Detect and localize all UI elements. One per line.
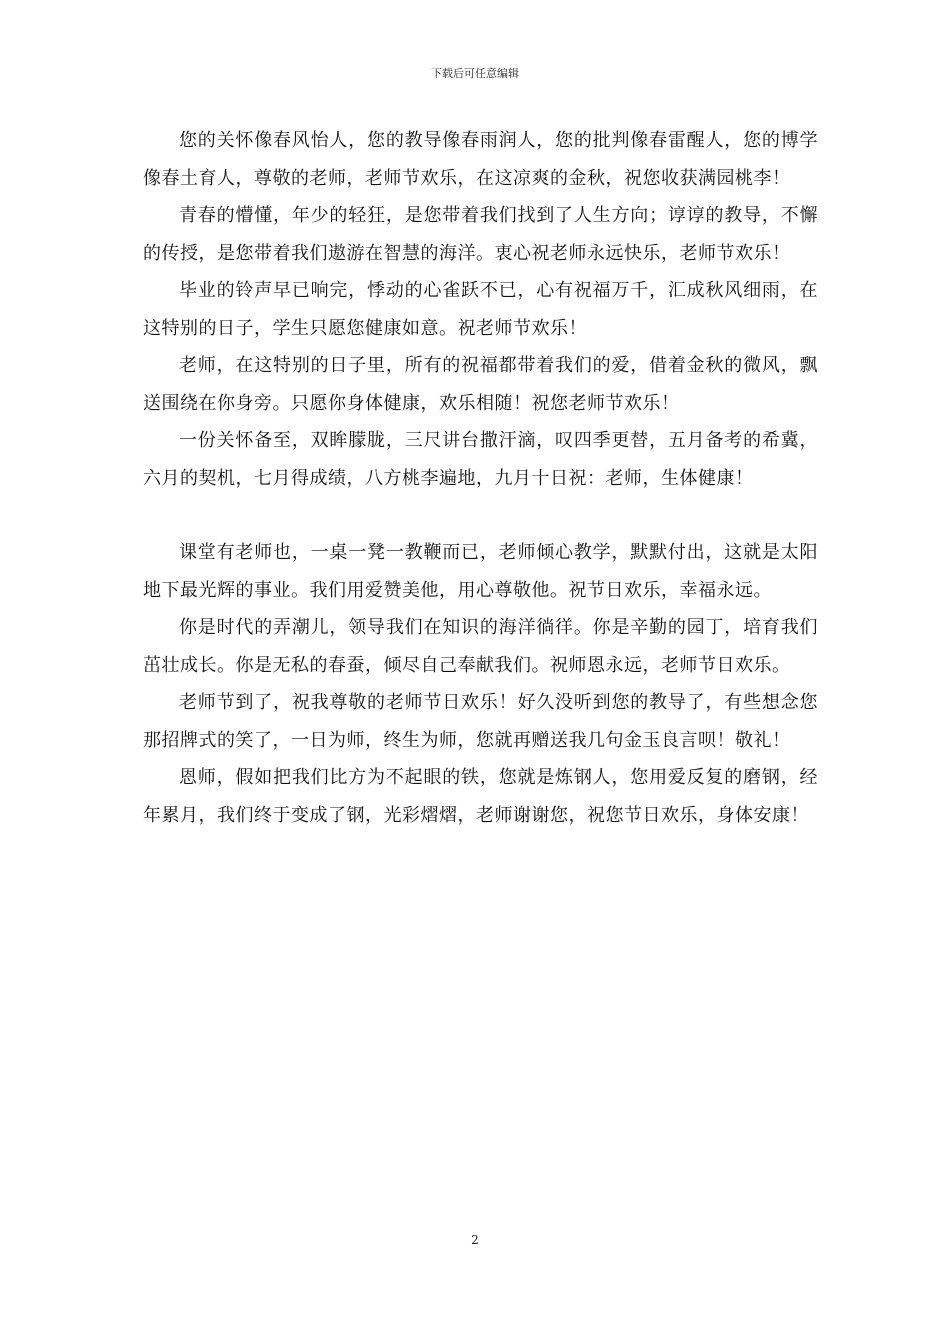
paragraph: 毕业的铃声早已响完，悸动的心雀跃不已，心有祝福万千，汇成秋风细雨，在这特别的日子，学生只愿您健康如意。祝老师节欢乐！	[143, 280, 818, 339]
paragraph: 你是时代的弄潮儿，领导我们在知识的海洋徜徉。你是辛勤的园丁，培育我们茁壮成长。你是无私的春蚕，倾尽自己奉献我们。祝师恩永远，老师节日欢乐。	[143, 617, 818, 676]
document-body	[143, 122, 818, 834]
paragraph: 您的关怀像春风怡人，您的教导像春雨润人，您的批判像春雷醒人，您的博学像春土育人，尊敬的老师，老师节欢乐，在这凉爽的金秋，祝您收获满园桃李！	[143, 130, 818, 189]
paragraph-spacer	[143, 497, 818, 534]
page-header: 下载后可任意编辑	[431, 67, 519, 80]
paragraph: 老师，在这特别的日子里，所有的祝福都带着我们的爱，借着金秋的微风，飘送围绕在你身旁。只愿你身体健康，欢乐相随！祝您老师节欢乐！	[143, 355, 818, 414]
paragraph: 青春的懵懂，年少的轻狂，是您带着我们找到了人生方向；谆谆的教导，不懈的传授，是您带着我们遨游在智慧的海洋。衷心祝老师永远快乐，老师节欢乐！	[143, 205, 818, 264]
paragraph: 老师节到了，祝我尊敬的老师节日欢乐！好久没听到您的教导了，有些想念您那招牌式的笑了，一日为师，终生为师，您就再赠送我几句金玉良言呗！敬礼！	[143, 692, 818, 751]
paragraph: 一份关怀备至，双眸朦胧，三尺讲台撒汗滴，叹四季更替，五月备考的希冀，六月的契机，七月得成绩，八方桃李遍地，九月十日祝：老师，生体健康！	[143, 430, 818, 489]
page-number: 2	[471, 1233, 479, 1247]
paragraph: 课堂有老师也，一桌一凳一教鞭而已，老师倾心教学，默默付出，这就是太阳地下最光辉的事业。我们用爱赞美他，用心尊敬他。祝节日欢乐，幸福永远。	[143, 542, 818, 601]
paragraph: 恩师，假如把我们比方为不起眼的铁，您就是炼钢人，您用爱反复的磨钢，经年累月，我们终于变成了钢，光彩熠熠，老师谢谢您，祝您节日欢乐，身体安康！	[143, 767, 818, 826]
